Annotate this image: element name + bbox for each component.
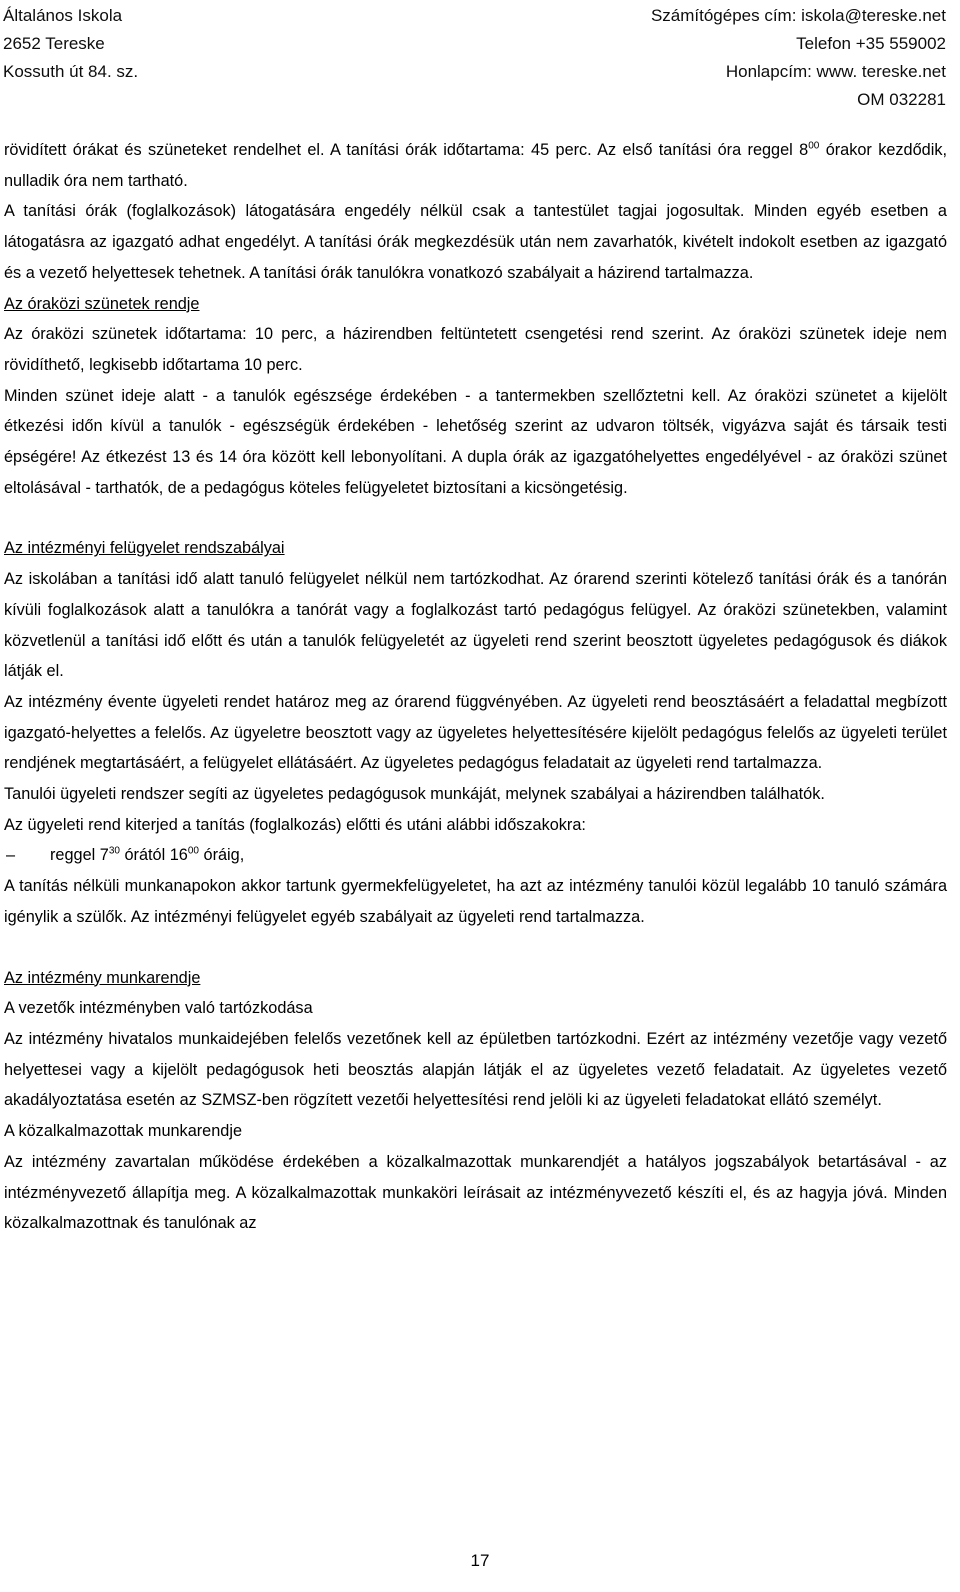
list-item-text: reggel 7: [50, 846, 109, 865]
paragraph-duty-roster: Az intézmény évente ügyeleti rendet határoz meg az órarend függvényében. Az ügyeleti rend beosztásáért a feladattal megbízott igazgató-helyettes a felelős. Az ügyeletre beosztott vagy az ügyeletes helyettesítésére kijelölt pedagógus felelős az ügyeleti terület rendjének megtartásáért, a felügyelet ellátásáért. Az ügyeletes pedagógus feladatait az ügyeleti rend tartalmazza.: [4, 692, 947, 773]
paragraph-duty-periods: Az ügyeleti rend kiterjed a tanítás (foglalkozás) előtti és utáni alábbi időszakokra:: [4, 815, 586, 834]
superscript-minutes: 00: [808, 140, 820, 152]
page-number: 17: [470, 1551, 490, 1570]
spacer: [4, 933, 947, 963]
heading-break-rules: Az óraközi szünetek rendje: [4, 294, 200, 313]
school-phone: Telefon +35 559002: [796, 34, 946, 53]
heading-work-schedule: Az intézmény munkarendje: [4, 968, 201, 987]
paragraph-text: rövidített órákat és szüneteket rendelhet el. A tanítási órák időtartama: 45 perc. Az első tanítási óra reggel 8: [4, 141, 809, 159]
school-website: Honlapcím: www. tereske.net: [725, 62, 946, 81]
document-body: [4, 135, 947, 1239]
school-address-block: [3, 2, 138, 86]
paragraph-break-ventilation: Minden szünet ideje alatt - a tanulók egészsége érdekében - a tantermekben szellőztetni kell. Az óraközi szünetet a kijelölt étkezési időn kívül a tanulók - egészségük érdekében - lehetőség szerint az udvaron töltsék, vigyázva saját és társaik testi épségére! Az étkezést 13 és 14 óra között kell lebonyolítani. A dupla órák az igazgatóhelyettes engedélyével - az óraközi szünet eltolásával - tarthatók, de a pedagógus köteles felügyeletet biztosítani a kicsöngetésig.: [4, 386, 947, 497]
subheading-leaders-presence: A vezetők intézményben való tartózkodása: [4, 999, 313, 1018]
paragraph-leaders-presence: Az intézmény hivatalos munkaidejében felelős vezetőnek kell az épületben tartózkodni. Ezért az intézmény vezetője vagy vezető helyettesei vagy a kijelölt pedagógusok heti beosztás alapján látják el az ügyeletes vezető feladatait. Az ügyeletes vezető akadályoztatása esetén az SZMSZ-ben rögzített vezetői helyettesítési rend jelöli ki az ügyeleti feladatokat ellátó személyt.: [4, 1029, 947, 1110]
school-contact-block: [651, 2, 946, 114]
paragraph-text: órakor kezdődik, nulladik óra nem tartható.: [4, 141, 947, 190]
paragraph-student-duty: Tanulói ügyeleti rendszer segíti az ügyeletes pedagógusok munkáját, melynek szabályai a házirendben találhatók.: [4, 785, 825, 804]
subheading-employee-schedule: A közalkalmazottak munkarendje: [4, 1122, 243, 1141]
list-item-text: órától 16: [119, 846, 188, 865]
superscript-minutes: 00: [187, 845, 199, 857]
dash-bullet: –: [6, 846, 16, 865]
list-item-duty-hours: [4, 840, 947, 871]
paragraph-break-duration: Az óraközi szünetek időtartama: 10 perc, a házirendben feltüntetett csengetési rend szerint. Az óraközi szünetek ideje nem rövidíthető, legkisebb időtartama 10 perc.: [4, 325, 947, 374]
school-city: 2652 Tereske: [3, 34, 105, 53]
paragraph-childcare: A tanítás nélküli munkanapokon akkor tartunk gyermekfelügyeletet, ha azt az intézmény tanulói közül legalább 10 tanuló számára igénylik a szülők. Az intézményi felügyelet egyéb szabályait az ügyeleti rend tartalmazza.: [4, 877, 947, 926]
school-name: Általános Iskola: [3, 6, 123, 25]
school-street: Kossuth út 84. sz.: [3, 62, 139, 81]
list-item-text: óráig,: [198, 846, 245, 865]
superscript-minutes: 30: [108, 845, 120, 857]
paragraph-supervision: Az iskolában a tanítási idő alatt tanuló felügyelet nélkül nem tartózkodhat. Az órarend szerinti kötelező tanítási órák és a tanórán kívüli foglalkozások alatt a tanulókra a tanórát vagy a foglalkozást tartó pedagógus felügyel. Az óraközi szünetekben, valamint közvetlenül a tanítási idő előtt és után a tanulók felügyeletét az ügyeleti rend szerint beosztott ügyeletes pedagógusok és diákok látják el.: [4, 570, 947, 681]
school-email: Számítógépes cím: iskola@tereske.net: [650, 6, 946, 25]
paragraph-employee-schedule: Az intézmény zavartalan működése érdekében a közalkalmazottak munkarendjét a hatályos jogszabályok betartásával - az intézményvezető állapítja meg. A közalkalmazottak munkaköri leírásait az intézményvezető készíti el, és az hagyja jóvá. Minden közalkalmazottnak és tanulónak az: [4, 1152, 947, 1233]
heading-supervision-rules: Az intézményi felügyelet rendszabályai: [4, 539, 285, 558]
paragraph-lesson-visits: A tanítási órák (foglalkozások) látogatására engedély nélkül csak a tantestület tagjai jogosultak. Minden egyéb esetben a látogatásra az igazgató adhat engedélyt. A tanítási órák megkezdésük után nem zavarhatók, kivételt indokolt esetben az igazgató és a vezető helyettesek tehetnek. A tanítási órák tanulókra vonatkozó szabályait a házirend tartalmazza.: [4, 202, 947, 282]
spacer: [4, 503, 947, 533]
paragraph-lesson-duration: [4, 135, 947, 196]
school-om-code: OM 032281: [857, 90, 946, 109]
